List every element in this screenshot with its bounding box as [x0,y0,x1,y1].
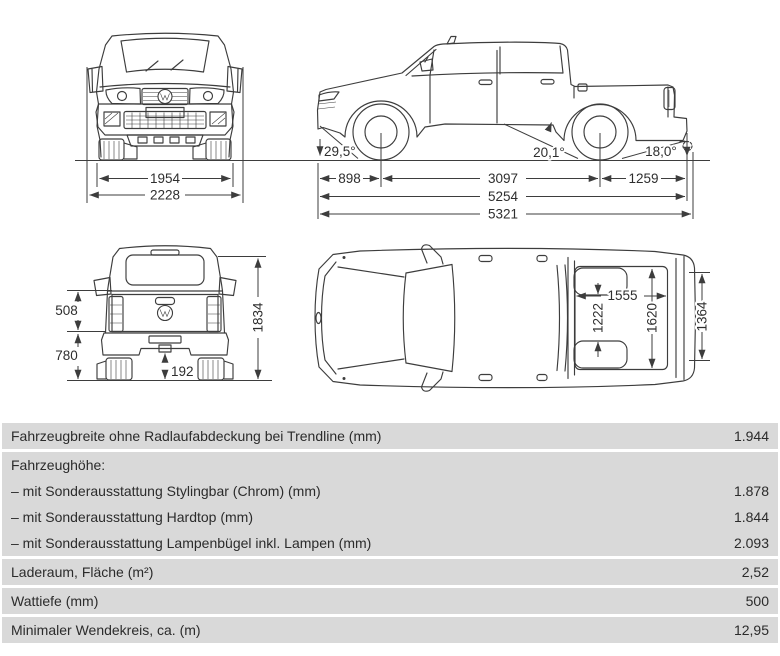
dim-front-track-label: 1954 [149,171,181,186]
table-line [2,530,778,556]
table-line [2,588,778,614]
row-value: 12,95 [733,622,769,638]
dim-approach-angle-label: 29,5° [324,144,356,159]
front-view-drawing [88,33,242,160]
row-label: Fahrzeugbreite ohne Radlaufabdeckung bei Trendline (mm) [11,428,382,444]
vw-logo-front [158,90,172,104]
dim-front-overhang-label: 898 [338,171,361,186]
row-label: – mit Sonderausstattung Lampenbügel inkl. Lampen (mm) [11,535,372,551]
table-line [2,478,778,504]
row-label: Wattiefe (mm) [11,593,99,609]
dim-tailgate-width-label: 1364 [694,301,710,332]
row-value: 500 [745,593,769,609]
row-label: – mit Sonderausstattung Hardtop (mm) [11,509,253,525]
dim-length-towbar-label: 5321 [487,206,519,222]
dim-rear-overhang-label: 1259 [628,171,659,186]
dim-between-arches-label: 1222 [590,302,606,334]
vw-logo-rear [158,306,173,321]
table-row [2,452,778,556]
dim-cargo-height-label: 508 [55,303,78,318]
row-value: 1.944 [733,428,769,444]
table-line [2,452,778,478]
spec-table [2,423,778,643]
top-view-dimensions [577,269,711,368]
rear-view-drawing [67,246,272,381]
row-value: 1.844 [733,509,769,525]
dim-cargo-length-label: 1555 [607,288,638,303]
dim-length-label: 5254 [487,189,519,204]
top-view-drawing [315,245,696,391]
dim-wheelbase-label: 3097 [487,171,519,186]
row-value: 1.878 [733,483,769,499]
side-view-drawing [318,37,693,161]
row-value: 2,52 [741,564,769,580]
table-line [2,504,778,530]
table-row [2,588,778,614]
dim-ramp-angle-label: 20,1° [533,145,565,160]
dim-ground-clearance-label: 192 [171,364,194,379]
table-line [2,423,778,449]
table-line [2,617,778,643]
table-line [2,559,778,585]
dim-front-mirror-width-label: 2228 [149,187,181,203]
row-label: Laderaum, Fläche (m²) [11,564,154,580]
row-label: Minimaler Wendekreis, ca. (m) [11,622,201,638]
row-label: Fahrzeughöhe: [11,457,106,473]
row-value: 2.093 [733,535,769,551]
dim-height-label: 1834 [250,302,266,333]
table-row [2,423,778,449]
dim-departure-angle-label: 18,0° [645,144,677,159]
row-label: – mit Sonderausstattung Stylingbar (Chrom) (mm) [11,483,321,499]
dim-sill-height-label: 780 [55,348,78,363]
dim-cargo-width-label: 1620 [644,302,660,334]
table-row [2,617,778,643]
table-row [2,559,778,585]
